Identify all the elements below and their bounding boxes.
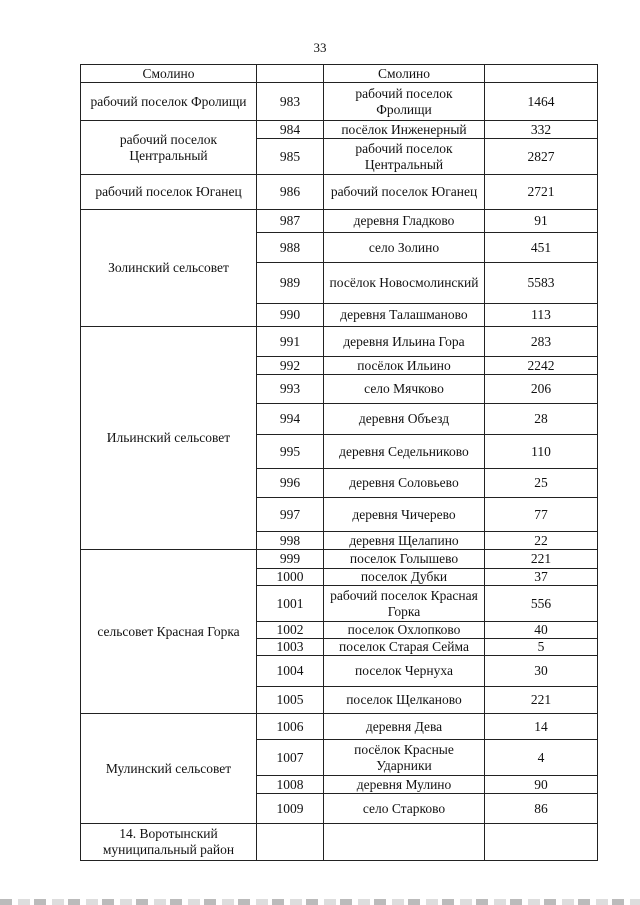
row-number: 996 (257, 469, 324, 498)
population-value: 2827 (485, 139, 598, 175)
settlement-name: посёлок Красные Ударники (324, 740, 485, 776)
settlement-name: поселок Чернуха (324, 656, 485, 687)
row-number: 989 (257, 263, 324, 304)
settlement-name: деревня Соловьево (324, 469, 485, 498)
population-value: 1464 (485, 83, 598, 121)
row-number: 1006 (257, 714, 324, 740)
population-value: 221 (485, 687, 598, 714)
population-value: 25 (485, 469, 598, 498)
row-number: 1009 (257, 794, 324, 824)
number-header-cell (257, 65, 324, 83)
municipality-name: сельсовет Красная Горка (81, 550, 257, 714)
table-row (81, 83, 598, 121)
municipality-name: Ильинский сельсовет (81, 327, 257, 550)
settlement-name: деревня Ильина Гора (324, 327, 485, 357)
settlement-name: деревня Гладково (324, 210, 485, 233)
settlement-name: деревня Дева (324, 714, 485, 740)
population-value: 77 (485, 498, 598, 532)
population-value: 332 (485, 121, 598, 139)
section-title: 14. Воротынский муниципальный район (81, 824, 257, 861)
settlement-name: поселок Дубки (324, 569, 485, 586)
settlement-name: село Мячково (324, 375, 485, 404)
population-header-cell (485, 65, 598, 83)
page-number: 33 (313, 40, 327, 55)
population-value: 90 (485, 776, 598, 794)
population-value: 28 (485, 404, 598, 435)
settlement-name: село Старково (324, 794, 485, 824)
population-value: 40 (485, 622, 598, 639)
row-number: 1007 (257, 740, 324, 776)
population-value: 556 (485, 586, 598, 622)
settlement-name: деревня Седельниково (324, 435, 485, 469)
row-number: 1008 (257, 776, 324, 794)
population-value: 30 (485, 656, 598, 687)
row-number: 995 (257, 435, 324, 469)
scan-edge-decoration (0, 899, 640, 905)
population-value: 37 (485, 569, 598, 586)
header-row (81, 65, 598, 83)
settlements-table (80, 64, 598, 861)
empty-cell (485, 824, 598, 861)
section-row (81, 824, 598, 861)
settlement-name: посёлок Ильино (324, 357, 485, 375)
settlement-name: поселок Щелканово (324, 687, 485, 714)
row-number: 983 (257, 83, 324, 121)
municipality-name: Мулинский сельсовет (81, 714, 257, 824)
row-number: 999 (257, 550, 324, 569)
row-number: 998 (257, 532, 324, 550)
population-value: 4 (485, 740, 598, 776)
settlement-name: посёлок Новосмолинский (324, 263, 485, 304)
row-number: 984 (257, 121, 324, 139)
table-row (81, 210, 598, 233)
settlement-header: Смолино (324, 65, 485, 83)
empty-cell (257, 824, 324, 861)
population-value: 22 (485, 532, 598, 550)
municipality-name: рабочий поселок Фролищи (81, 83, 257, 121)
row-number: 986 (257, 175, 324, 210)
population-value: 2721 (485, 175, 598, 210)
row-number: 1004 (257, 656, 324, 687)
population-value: 113 (485, 304, 598, 327)
row-number: 985 (257, 139, 324, 175)
population-value: 91 (485, 210, 598, 233)
settlement-name: рабочий поселок Красная Горка (324, 586, 485, 622)
settlement-name: деревня Талашманово (324, 304, 485, 327)
table-row (81, 121, 598, 139)
row-number: 991 (257, 327, 324, 357)
row-number: 1002 (257, 622, 324, 639)
population-value: 221 (485, 550, 598, 569)
row-number: 988 (257, 233, 324, 263)
row-number: 992 (257, 357, 324, 375)
settlement-name: посёлок Инженерный (324, 121, 485, 139)
district-header: Смолино (81, 65, 257, 83)
population-value: 86 (485, 794, 598, 824)
row-number: 987 (257, 210, 324, 233)
table-row (81, 175, 598, 210)
settlement-name: рабочий поселок Центральный (324, 139, 485, 175)
population-value: 451 (485, 233, 598, 263)
row-number: 1005 (257, 687, 324, 714)
population-value: 2242 (485, 357, 598, 375)
settlement-name: поселок Голышево (324, 550, 485, 569)
population-value: 14 (485, 714, 598, 740)
row-number: 990 (257, 304, 324, 327)
row-number: 997 (257, 498, 324, 532)
settlement-name: деревня Объезд (324, 404, 485, 435)
settlement-name: поселок Старая Сейма (324, 639, 485, 656)
settlement-name: поселок Охлопково (324, 622, 485, 639)
row-number: 1000 (257, 569, 324, 586)
row-number: 994 (257, 404, 324, 435)
row-number: 1001 (257, 586, 324, 622)
settlement-name: село Золино (324, 233, 485, 263)
settlement-name: деревня Чичерево (324, 498, 485, 532)
population-value: 206 (485, 375, 598, 404)
settlement-name: рабочий поселок Фролищи (324, 83, 485, 121)
empty-cell (324, 824, 485, 861)
municipality-name: рабочий поселок Юганец (81, 175, 257, 210)
population-value: 283 (485, 327, 598, 357)
settlement-name: деревня Мулино (324, 776, 485, 794)
population-value: 5 (485, 639, 598, 656)
municipality-name: Золинский сельсовет (81, 210, 257, 327)
settlement-name: деревня Щелапино (324, 532, 485, 550)
settlement-name: рабочий поселок Юганец (324, 175, 485, 210)
municipality-name: рабочий поселок Центральный (81, 121, 257, 175)
row-number: 993 (257, 375, 324, 404)
table-row (81, 714, 598, 740)
population-value: 5583 (485, 263, 598, 304)
population-value: 110 (485, 435, 598, 469)
table-row (81, 327, 598, 357)
row-number: 1003 (257, 639, 324, 656)
table-row (81, 550, 598, 569)
